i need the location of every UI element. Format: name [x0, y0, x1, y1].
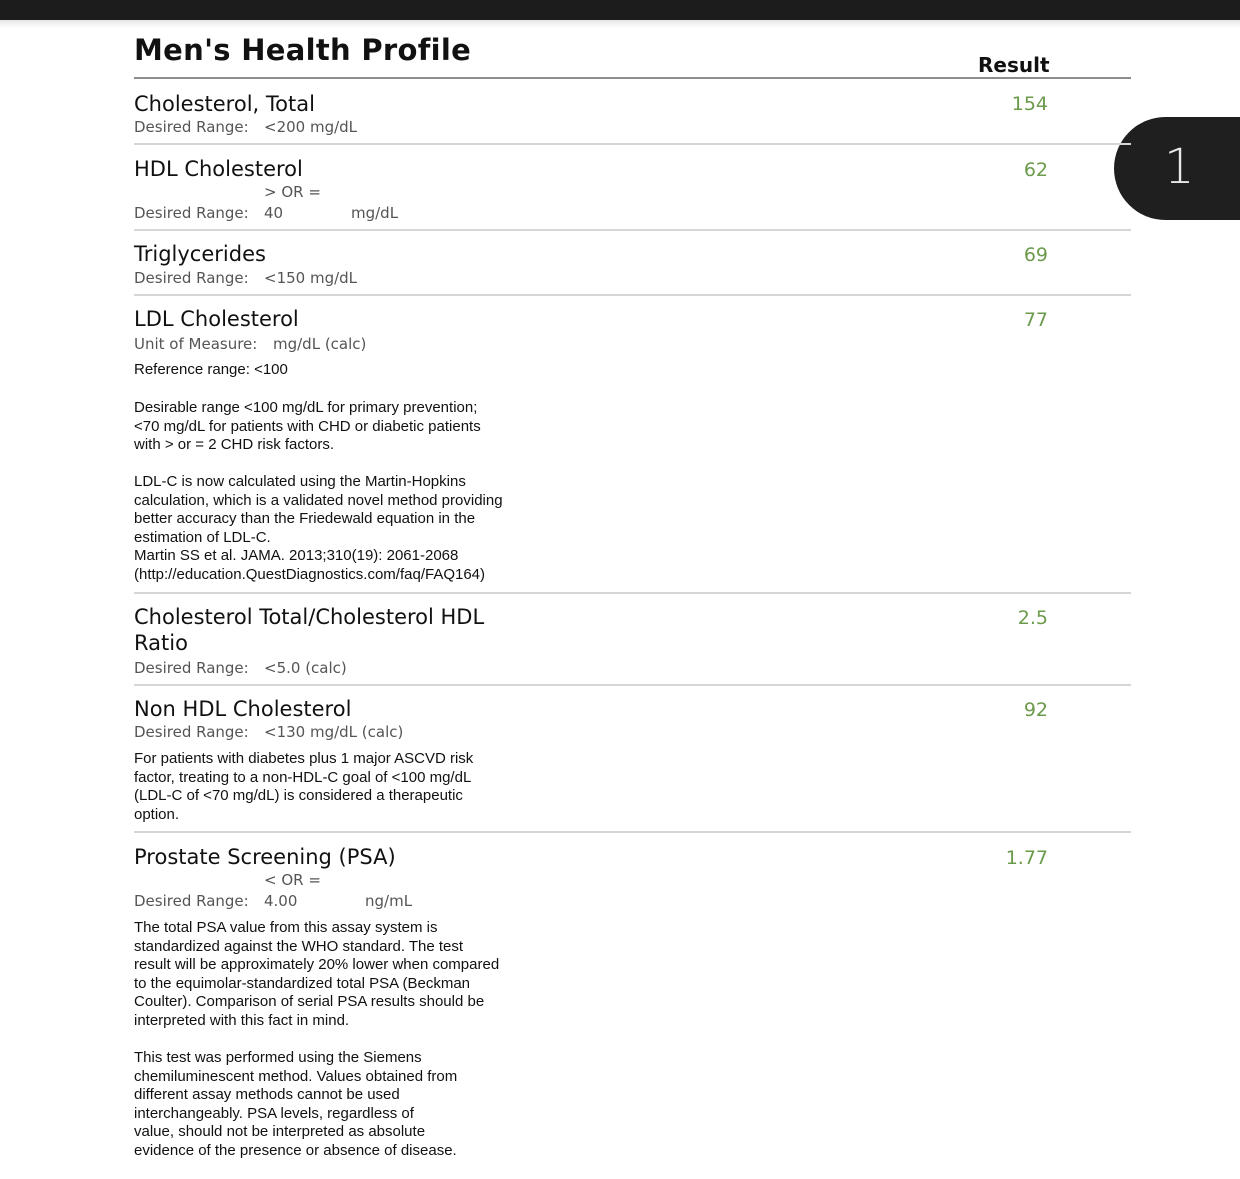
range-label: Desired Range:	[134, 892, 249, 910]
result-triglycerides: 69	[1023, 244, 1048, 266]
psa-method-note: This test was performed using the Siemens chemiluminescent method. Values obtained from different assay methods cannot be used interchangeably. PSA levels, regardless of value, should not be interpreted as absolute evidence of the presence or absence of disease.	[134, 1049, 458, 1159]
ldl-desirable-range-note: Desirable range <100 mg/dL for primary prevention; <70 mg/dL for patients with CHD or diabetic patients with > or = 2 CHD risk factors.	[134, 399, 481, 454]
row-divider	[134, 294, 1131, 296]
test-name-non-hdl: Non HDL Cholesterol	[134, 697, 352, 721]
result-column-header: Result	[978, 53, 1050, 77]
range-value: <5.0 (calc)	[264, 659, 347, 677]
result-cholesterol-total: 154	[1011, 93, 1048, 115]
range-label: Desired Range:	[134, 723, 249, 741]
non-hdl-diabetes-note: For patients with diabetes plus 1 major ASCVD risk factor, treating to a non-HDL-C goal of <100 mg/dL (LDL-C of <70 mg/dL) is considered a therapeutic option.	[134, 750, 474, 823]
page-number-badge[interactable]	[1114, 117, 1240, 220]
page-number: 1	[1164, 139, 1195, 195]
top-status-bar	[0, 0, 1240, 20]
range-value: <150 mg/dL	[264, 269, 358, 287]
range-value: <130 mg/dL (calc)	[264, 723, 404, 741]
result-non-hdl: 92	[1023, 699, 1048, 721]
test-name-ldl: LDL Cholesterol	[134, 307, 299, 331]
result-hdl: 62	[1023, 159, 1048, 181]
range-label: Desired Range:	[134, 659, 249, 677]
test-name-ratio-line2: Ratio	[134, 631, 188, 655]
test-name-triglycerides: Triglycerides	[134, 242, 266, 266]
desired-range-hdl	[134, 203, 283, 223]
header-divider	[134, 77, 1131, 79]
range-label: Desired Range:	[134, 118, 249, 136]
row-divider	[134, 143, 1131, 145]
test-name-hdl: HDL Cholesterol	[134, 157, 303, 181]
row-divider	[134, 229, 1131, 231]
unit-label: Unit of Measure:	[134, 335, 258, 353]
psa-standardization-note: The total PSA value from this assay system is standardized against the WHO standard. The test result will be approximately 20% lower when compared to the equimolar-standardized total PSA (Beckman Coulter). Comparison of serial PSA results should be interpreted with this fact in mind.	[134, 919, 500, 1029]
desired-range-psa	[134, 891, 297, 911]
range-value: 4.00	[264, 892, 298, 910]
desired-range-cholesterol-total	[134, 117, 357, 137]
test-name-psa: Prostate Screening (PSA)	[134, 845, 396, 869]
result-psa: 1.77	[1005, 847, 1048, 869]
unit-value: mg/dL (calc)	[273, 335, 367, 353]
comparator-hdl: > OR =	[264, 183, 321, 201]
top-bar-shadow	[0, 20, 1240, 28]
range-label: Desired Range:	[134, 204, 249, 222]
range-value: 40	[264, 204, 284, 222]
range-value: <200 mg/dL	[264, 118, 358, 136]
range-unit-psa: ng/mL	[365, 892, 413, 910]
range-label: Desired Range:	[134, 269, 249, 287]
ldl-calculation-method-note: LDL-C is now calculated using the Martin-Hopkins calculation, which is a validated novel method providing better accuracy than the Friedewald equation in the estimation of LDL-C. Martin SS et al. JAMA. 2013;310(19): 2061-2068 (http://education.QuestDiagnostics.com/faq/FAQ164)	[134, 473, 503, 583]
row-divider	[134, 592, 1131, 594]
desired-range-non-hdl	[134, 722, 403, 742]
row-divider	[134, 684, 1131, 686]
row-divider	[134, 831, 1131, 833]
desired-range-triglycerides	[134, 268, 357, 288]
ldl-reference-range-note: Reference range: <100	[134, 361, 288, 378]
test-name-cholesterol-total: Cholesterol, Total	[134, 92, 315, 116]
desired-range-ratio	[134, 658, 347, 678]
unit-of-measure-ldl	[134, 334, 366, 354]
result-ratio: 2.5	[1017, 607, 1048, 629]
comparator-psa: < OR =	[264, 871, 321, 889]
range-unit-hdl: mg/dL	[351, 204, 399, 222]
report-title: Men's Health Profile	[134, 33, 472, 67]
result-ldl: 77	[1023, 309, 1048, 331]
test-name-ratio-line1: Cholesterol Total/Cholesterol HDL	[134, 605, 485, 629]
